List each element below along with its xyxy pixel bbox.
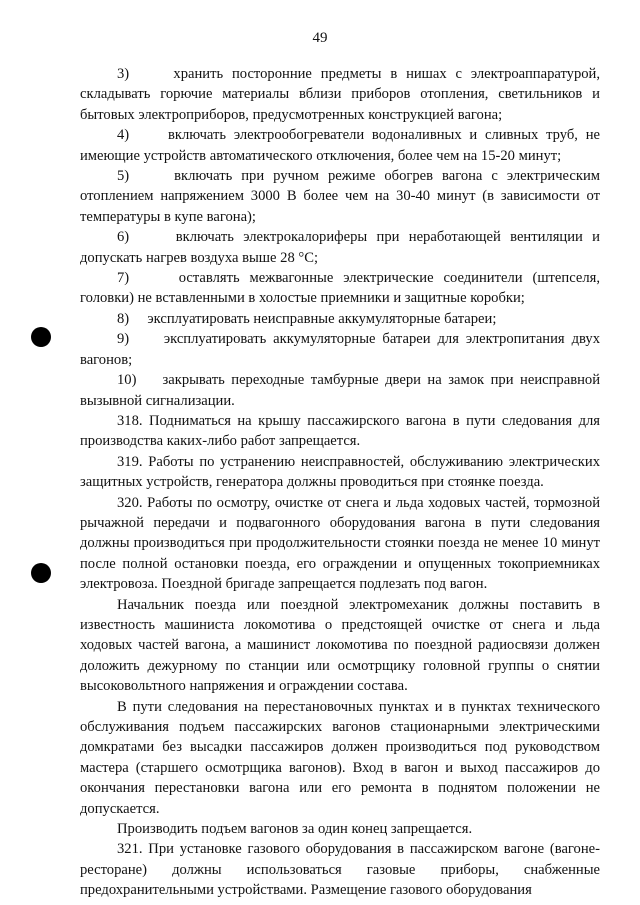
list-item-10: 10) закрывать переходные тамбурные двери на замок при неисправной вызывной сигнализации.: [80, 372, 600, 409]
paragraph: Начальник поезда или поездной электромеханик должны поставить в известность машиниста локомотива о предстоящей очистке от снега и льда ходовых частей вагона, а машинист локомотива по поездной радиосвязи должен доложить дежурному по станции или осмотрщику головной группы о снятии высоковольтного напряжения и ограждении состава.: [80, 596, 600, 695]
list-item-6: 6) включать электрокалориферы при неработающей вентиляции и допускать нагрев воздуха выше 28 °С;: [80, 229, 600, 266]
list-item-9: 9) эксплуатировать аккумуляторные батареи для электропитания двух вагонов;: [80, 331, 600, 368]
list-item-7: 7) оставлять межвагонные электрические соединители (штепселя, головки) не вставленными в холостые приемники и защитные коробки;: [80, 270, 600, 307]
document-body: [80, 64, 600, 901]
punch-hole-mark: [31, 327, 51, 347]
paragraph: В пути следования на перестановочных пунктах и в пунктах технического обслуживания подъем пассажирских вагонов стационарными электрическими домкратами без высадки пассажиров должен производиться под руководством мастера (старшего осмотрщика вагонов). Вход в вагон и выход пассажиров до окончания перестановки вагона или его ремонта в поднятом положении не допускается.: [80, 698, 600, 817]
clause-320: 320. Работы по осмотру, очистке от снега и льда ходовых частей, тормозной рычажной передачи и подвагонного оборудования вагона в пути следования должны производиться при продолжительности стоянки поезда не менее 10 минут после полной остановки поезда, его ограждении и опущенных токоприемниках электровоза. Поездной бригаде запрещается подлезать под вагон.: [80, 494, 600, 593]
clause-321: 321. При установке газового оборудования в пассажирском вагоне (вагоне-ресторане) должны использоваться газовые приборы, снабженные предохранительными устройствами. Размещение газового оборудования: [80, 841, 600, 899]
paragraph: Производить подъем вагонов за один конец запрещается.: [117, 821, 473, 838]
clause-319: 319. Работы по устранению неисправностей, обслуживанию электрических защитных устройств, генератора должны проводиться при стоянке поезда.: [80, 453, 600, 491]
list-item-4: 4) включать электрообогреватели водоналивных и сливных труб, не имеющие устройств автоматического отключения, более чем на 15-20 минут;: [80, 127, 600, 164]
clause-318: 318. Подниматься на крышу пассажирского вагона в пути следования для производства каких-либо работ запрещается.: [80, 412, 600, 450]
page-number: 49: [312, 30, 328, 46]
list-item-8: 8) эксплуатировать неисправные аккумуляторные батареи;: [117, 310, 497, 327]
list-item-5: 5) включать при ручном режиме обогрев вагона с электрическим отоплением напряжением 3000 В более чем на 30-40 минут (в зависимости от температуры в купе вагона);: [80, 168, 600, 225]
list-item-3: 3) хранить посторонние предметы в нишах с электроаппаратурой, складывать горючие материалы вблизи приборов отопления, светильников и бытовых электроприборов, предусмотренных конструкцией вагона;: [80, 66, 600, 123]
punch-hole-mark: [31, 563, 51, 583]
